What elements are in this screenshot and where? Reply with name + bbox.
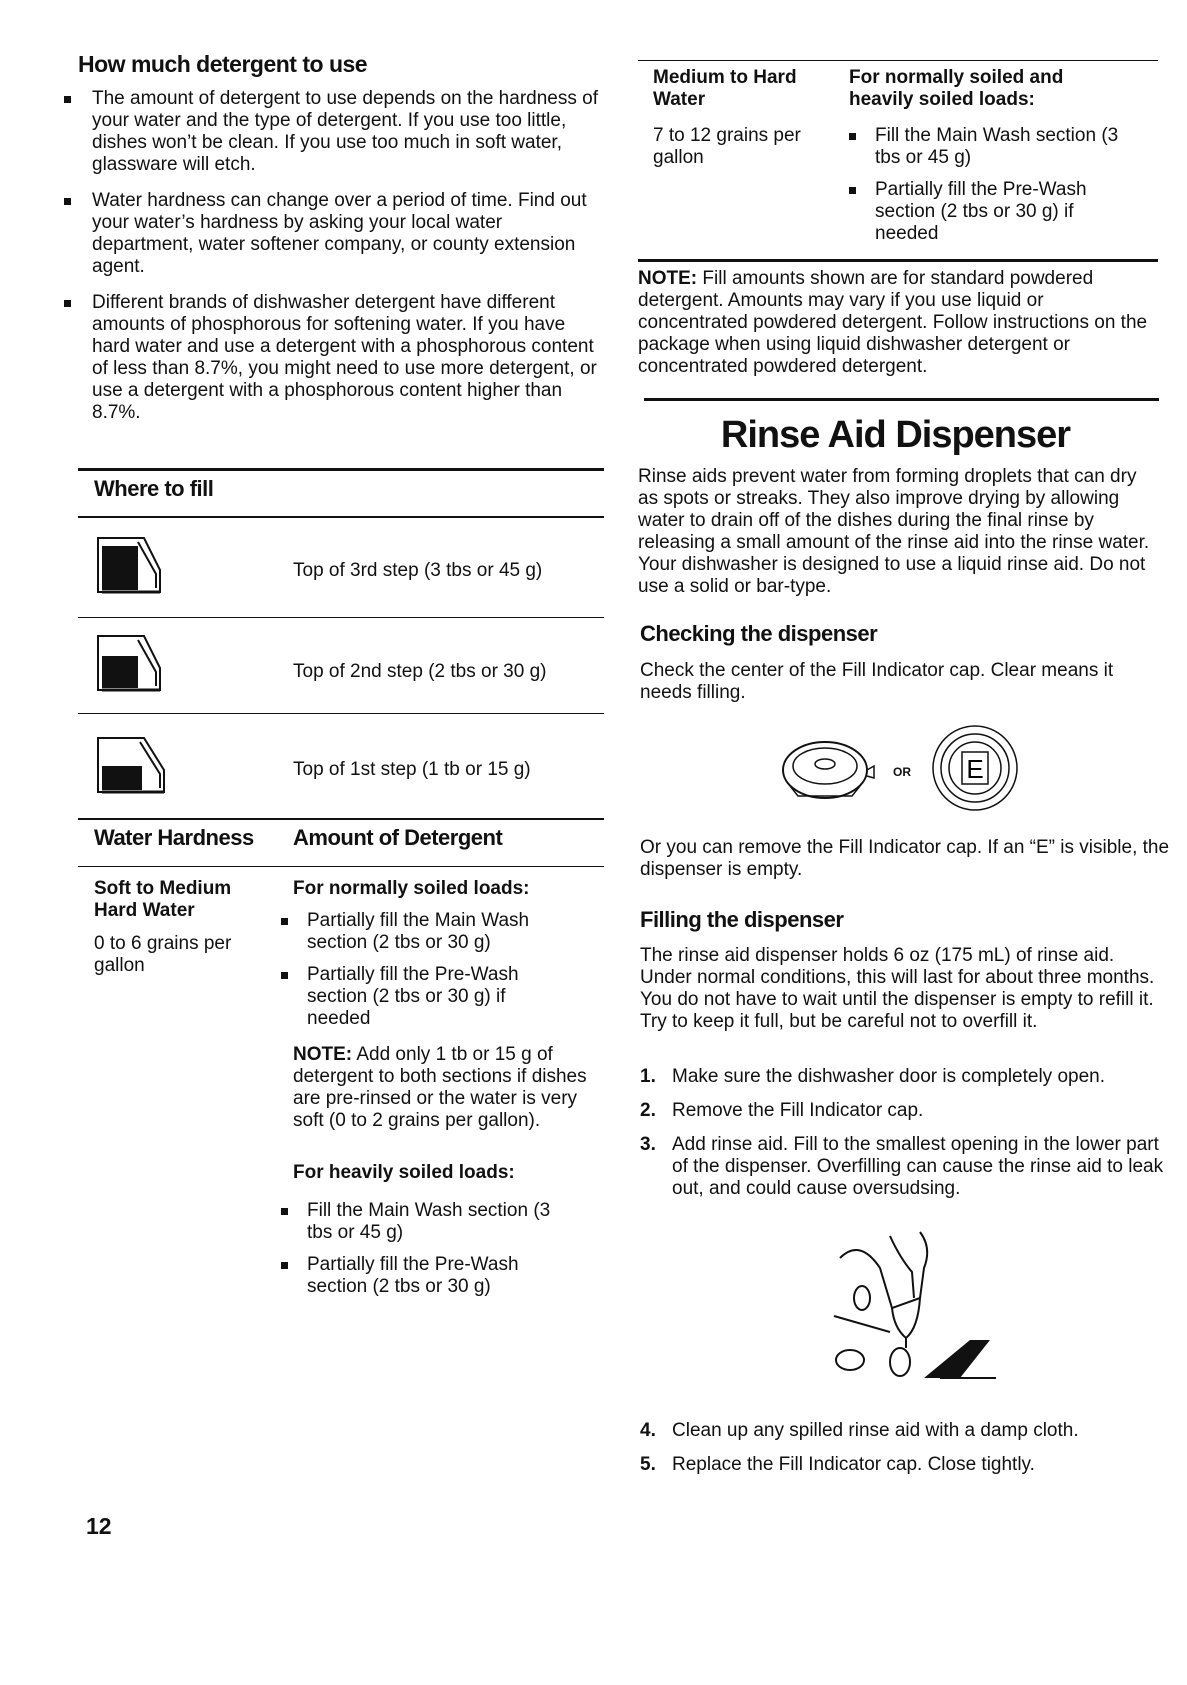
divider [78, 468, 604, 471]
empty-indicator-icon [920, 718, 1030, 818]
medium-loads-list [849, 125, 1129, 255]
divider [78, 713, 604, 714]
note-label: NOTE: [293, 1044, 353, 1065]
filling-steps-continued [640, 1420, 1165, 1488]
fill-level-2: Top of 2nd step (2 tbs or 30 g) [293, 661, 547, 682]
detergent-bullets [60, 88, 605, 438]
list-item: Partially fill the Pre-Wash section (2 tbs or 30 g) if needed [849, 179, 1129, 245]
table-note [293, 1044, 593, 1132]
detergent-cup-low-icon [94, 730, 172, 800]
medium-water-title: Medium to Hard Water [653, 67, 797, 110]
heavy-loads-list [281, 1200, 571, 1308]
soft-water-title: Soft to Medium Hard Water [94, 878, 232, 921]
divider [78, 866, 604, 867]
bullet-item: Different brands of dishwasher detergent have different amounts of phosphorous for softening water. If you have hard water and use a detergent with a phosphorous content of less than 8.7%, you might need to use more detergent, or use a detergent with a phosphorous content higher than 8.7%. [60, 292, 605, 424]
detergent-cup-half-icon [94, 628, 164, 698]
divider [78, 818, 604, 820]
filling-text: The rinse aid dispenser holds 6 oz (175 mL) of rinse aid. Under normal conditions, this will last for about three months. You do not have to wait until the dispenser is empty to refill it. Try to keep it full, but be careful not to overfill it. [640, 945, 1155, 1032]
list-item: Fill the Main Wash section (3 tbs or 45 g) [849, 125, 1129, 169]
normal-loads-label: For normally soiled loads: [293, 878, 530, 899]
divider [78, 617, 604, 618]
step-item: 3. Add rinse aid. Fill to the smallest opening in the lower part of the dispenser. Overfilling can cause the rinse aid to leak out, and could cause oversudsing. [640, 1134, 1164, 1199]
checking-text: Check the center of the Fill Indicator cap. Clear means it needs filling. [640, 660, 1114, 703]
checking-heading: Checking the dispenser [640, 621, 878, 646]
note-text: Fill amounts shown are for standard powdered detergent. Amounts may vary if you use liquid or concentrated powdered detergent. Follow instructions on the package when using liquid dishwasher detergent or concentrated powdered detergent. [638, 268, 1148, 377]
fill-indicator-cap-icon [770, 730, 880, 810]
step-item: 5. Replace the Fill Indicator cap. Close tightly. [640, 1454, 1035, 1475]
list-item: Partially fill the Main Wash section (2 tbs or 30 g) [281, 910, 571, 954]
fill-note [638, 268, 1158, 378]
bullet-item: The amount of detergent to use depends on the hardness of your water and the type of detergent. If you use too little, dishes won’t be clean. If you use too much in soft water, glassware will etch. [60, 88, 605, 176]
list-item: Partially fill the Pre-Wash section (2 tbs or 30 g) if needed [281, 964, 571, 1030]
divider [78, 516, 604, 518]
rinse-aid-bottle-illustration [820, 1228, 1000, 1398]
filling-steps [640, 1066, 1165, 1212]
note-text: Add only 1 tb or 15 g of detergent to both sections if dishes are pre-rinsed or the water is very soft (0 to 2 grains per gallon). [293, 1044, 587, 1131]
note-label: NOTE: [638, 268, 698, 289]
detergent-cup-full-icon [94, 530, 164, 600]
where-to-fill-heading: Where to fill [94, 476, 214, 501]
medium-water-range: 7 to 12 grains per gallon [653, 125, 801, 168]
detergent-heading: How much detergent to use [78, 51, 368, 77]
amount-detergent-header: Amount of Detergent [293, 825, 503, 850]
step-item: 2. Remove the Fill Indicator cap. [640, 1100, 924, 1121]
filling-heading: Filling the dispenser [640, 907, 844, 932]
checking-text-2: Or you can remove the Fill Indicator cap. If an “E” is visible, the dispenser is empty. [640, 837, 1170, 880]
medium-loads-label: For normally soiled and heavily soiled loads: [849, 67, 1064, 110]
section-title: Rinse Aid Dispenser [720, 414, 1071, 456]
cap-letter: E [966, 754, 984, 784]
list-item: Partially fill the Pre-Wash section (2 tbs or 30 g) [281, 1254, 571, 1298]
fill-level-1: Top of 1st step (1 tb or 15 g) [293, 759, 531, 780]
divider [644, 398, 1159, 401]
divider [638, 259, 1158, 262]
page-number: 12 [86, 1513, 112, 1539]
step-item: 4. Clean up any spilled rinse aid with a damp cloth. [640, 1420, 1079, 1441]
bullet-item: Water hardness can change over a period of time. Find out your water’s hardness by asking your local water department, water softener company, or county extension agent. [60, 190, 605, 278]
normal-loads-list [281, 910, 571, 1040]
fill-level-3: Top of 3rd step (3 tbs or 45 g) [293, 560, 543, 581]
water-hardness-header: Water Hardness [94, 825, 254, 850]
list-item: Fill the Main Wash section (3 tbs or 45 g) [281, 1200, 571, 1244]
rinse-aid-intro: Rinse aids prevent water from forming droplets that can dry as spots or streaks. They also improve drying by allowing water to drain off of the dishes during the final rinse by releasing a small amount of the rinse aid into the rinse water. Your dishwasher is designed to use a liquid rinse aid. Do not use a solid or bar-type. [638, 466, 1150, 597]
or-label: OR [893, 765, 911, 779]
heavy-loads-label: For heavily soiled loads: [293, 1162, 515, 1183]
step-item: 1. Make sure the dishwasher door is completely open. [640, 1066, 1106, 1087]
divider [638, 60, 1158, 61]
soft-water-range: 0 to 6 grains per gallon [94, 933, 232, 976]
